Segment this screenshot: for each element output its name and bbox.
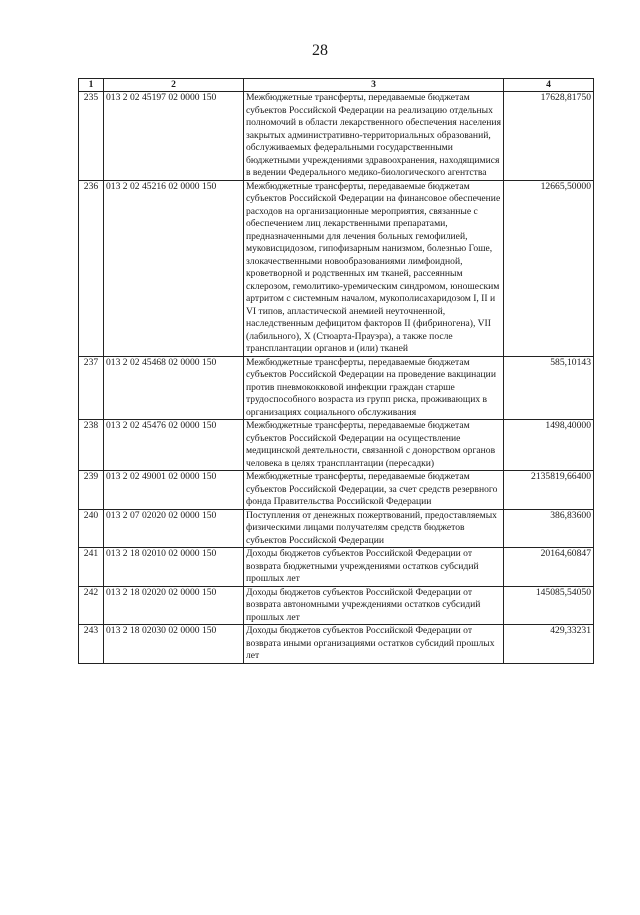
row-number: 241	[79, 548, 104, 587]
table-row	[79, 92, 594, 181]
row-description: Межбюджетные трансферты, передаваемые бюджетам субъектов Российской Федерации на финансовое обеспечение расходов на организационные мероприятия, связанные с обеспечением лиц лекарственными препаратами, предназначенными для лечения больных гемофилией, муковисцидозом, гипофизарным нанизмом, болезнью Гоше, злокачественными новообразованиями лимфоидной, кроветворной и родственных им тканей, рассеянным склерозом, гемолитико-уремическим синдромом, юношеским артритом с системным началом, мукополисахаридозом I, II и VI типов, апластической анемией неуточненной, наследственным дефицитом факторов II (фибриногена), VII (лабильного), X (Стюарта-Прауэра), а также после трансплантации органов и (или) тканей	[244, 180, 504, 356]
row-description: Доходы бюджетов субъектов Российской Федерации от возврата автономными учреждениями остатков субсидий прошлых лет	[244, 586, 504, 625]
row-number: 236	[79, 180, 104, 356]
table-row	[79, 356, 594, 420]
row-description: Межбюджетные трансферты, передаваемые бюджетам субъектов Российской Федерации на осуществление медицинской деятельности, связанной с донорством органов человека в целях трансплантации (пересадки)	[244, 420, 504, 471]
row-amount: 145085,54050	[504, 586, 594, 625]
row-amount: 17628,81750	[504, 92, 594, 181]
budget-code: 013 2 02 45216 02 0000 150	[104, 180, 244, 356]
row-amount: 1498,40000	[504, 420, 594, 471]
column-header-2: 2	[104, 79, 244, 92]
row-number: 239	[79, 471, 104, 510]
budget-code: 013 2 18 02030 02 0000 150	[104, 625, 244, 664]
row-number: 243	[79, 625, 104, 664]
column-header-4: 4	[504, 79, 594, 92]
table-row	[79, 625, 594, 664]
row-description: Доходы бюджетов субъектов Российской Федерации от возврата бюджетными учреждениями остатков субсидий прошлых лет	[244, 548, 504, 587]
row-amount: 386,83600	[504, 509, 594, 548]
row-number: 240	[79, 509, 104, 548]
column-header-1: 1	[79, 79, 104, 92]
budget-code: 013 2 02 45468 02 0000 150	[104, 356, 244, 420]
budget-code: 013 2 18 02010 02 0000 150	[104, 548, 244, 587]
budget-code: 013 2 07 02020 02 0000 150	[104, 509, 244, 548]
budget-code: 013 2 02 49001 02 0000 150	[104, 471, 244, 510]
budget-code: 013 2 02 45476 02 0000 150	[104, 420, 244, 471]
row-number: 242	[79, 586, 104, 625]
table-header-row	[79, 79, 594, 92]
row-description: Межбюджетные трансферты, передаваемые бюджетам субъектов Российской Федерации, за счет средств резервного фонда Правительства Российской Федерации	[244, 471, 504, 510]
table-row	[79, 548, 594, 587]
row-description: Межбюджетные трансферты, передаваемые бюджетам субъектов Российской Федерации на проведение вакцинации против пневмококковой инфекции граждан старше трудоспособного возраста из групп риска, проживающих в организациях социального обслуживания	[244, 356, 504, 420]
row-description: Поступления от денежных пожертвований, предоставляемых физическими лицами получателям средств бюджетов субъектов Российской Федерации	[244, 509, 504, 548]
row-description: Доходы бюджетов субъектов Российской Федерации от возврата иными организациями остатков субсидий прошлых лет	[244, 625, 504, 664]
table-row	[79, 471, 594, 510]
row-number: 237	[79, 356, 104, 420]
budget-code: 013 2 18 02020 02 0000 150	[104, 586, 244, 625]
row-amount: 20164,60847	[504, 548, 594, 587]
budget-revenue-table	[78, 78, 594, 664]
page-number: 28	[312, 42, 328, 59]
row-description: Межбюджетные трансферты, передаваемые бюджетам субъектов Российской Федерации на реализацию отдельных полномочий в области лекарственного обеспечения населения закрытых административно-территориальных образований, обслуживаемых федеральными государственными бюджетными учреждениями здравоохранения, находящимися в ведении Федерального медико-биологического агентства	[244, 92, 504, 181]
row-amount: 12665,50000	[504, 180, 594, 356]
table-row	[79, 420, 594, 471]
row-amount: 585,10143	[504, 356, 594, 420]
column-header-3: 3	[244, 79, 504, 92]
row-amount: 2135819,66400	[504, 471, 594, 510]
row-number: 238	[79, 420, 104, 471]
table-row	[79, 586, 594, 625]
table-row	[79, 180, 594, 356]
budget-code: 013 2 02 45197 02 0000 150	[104, 92, 244, 181]
row-number: 235	[79, 92, 104, 181]
row-amount: 429,33231	[504, 625, 594, 664]
table-row	[79, 509, 594, 548]
